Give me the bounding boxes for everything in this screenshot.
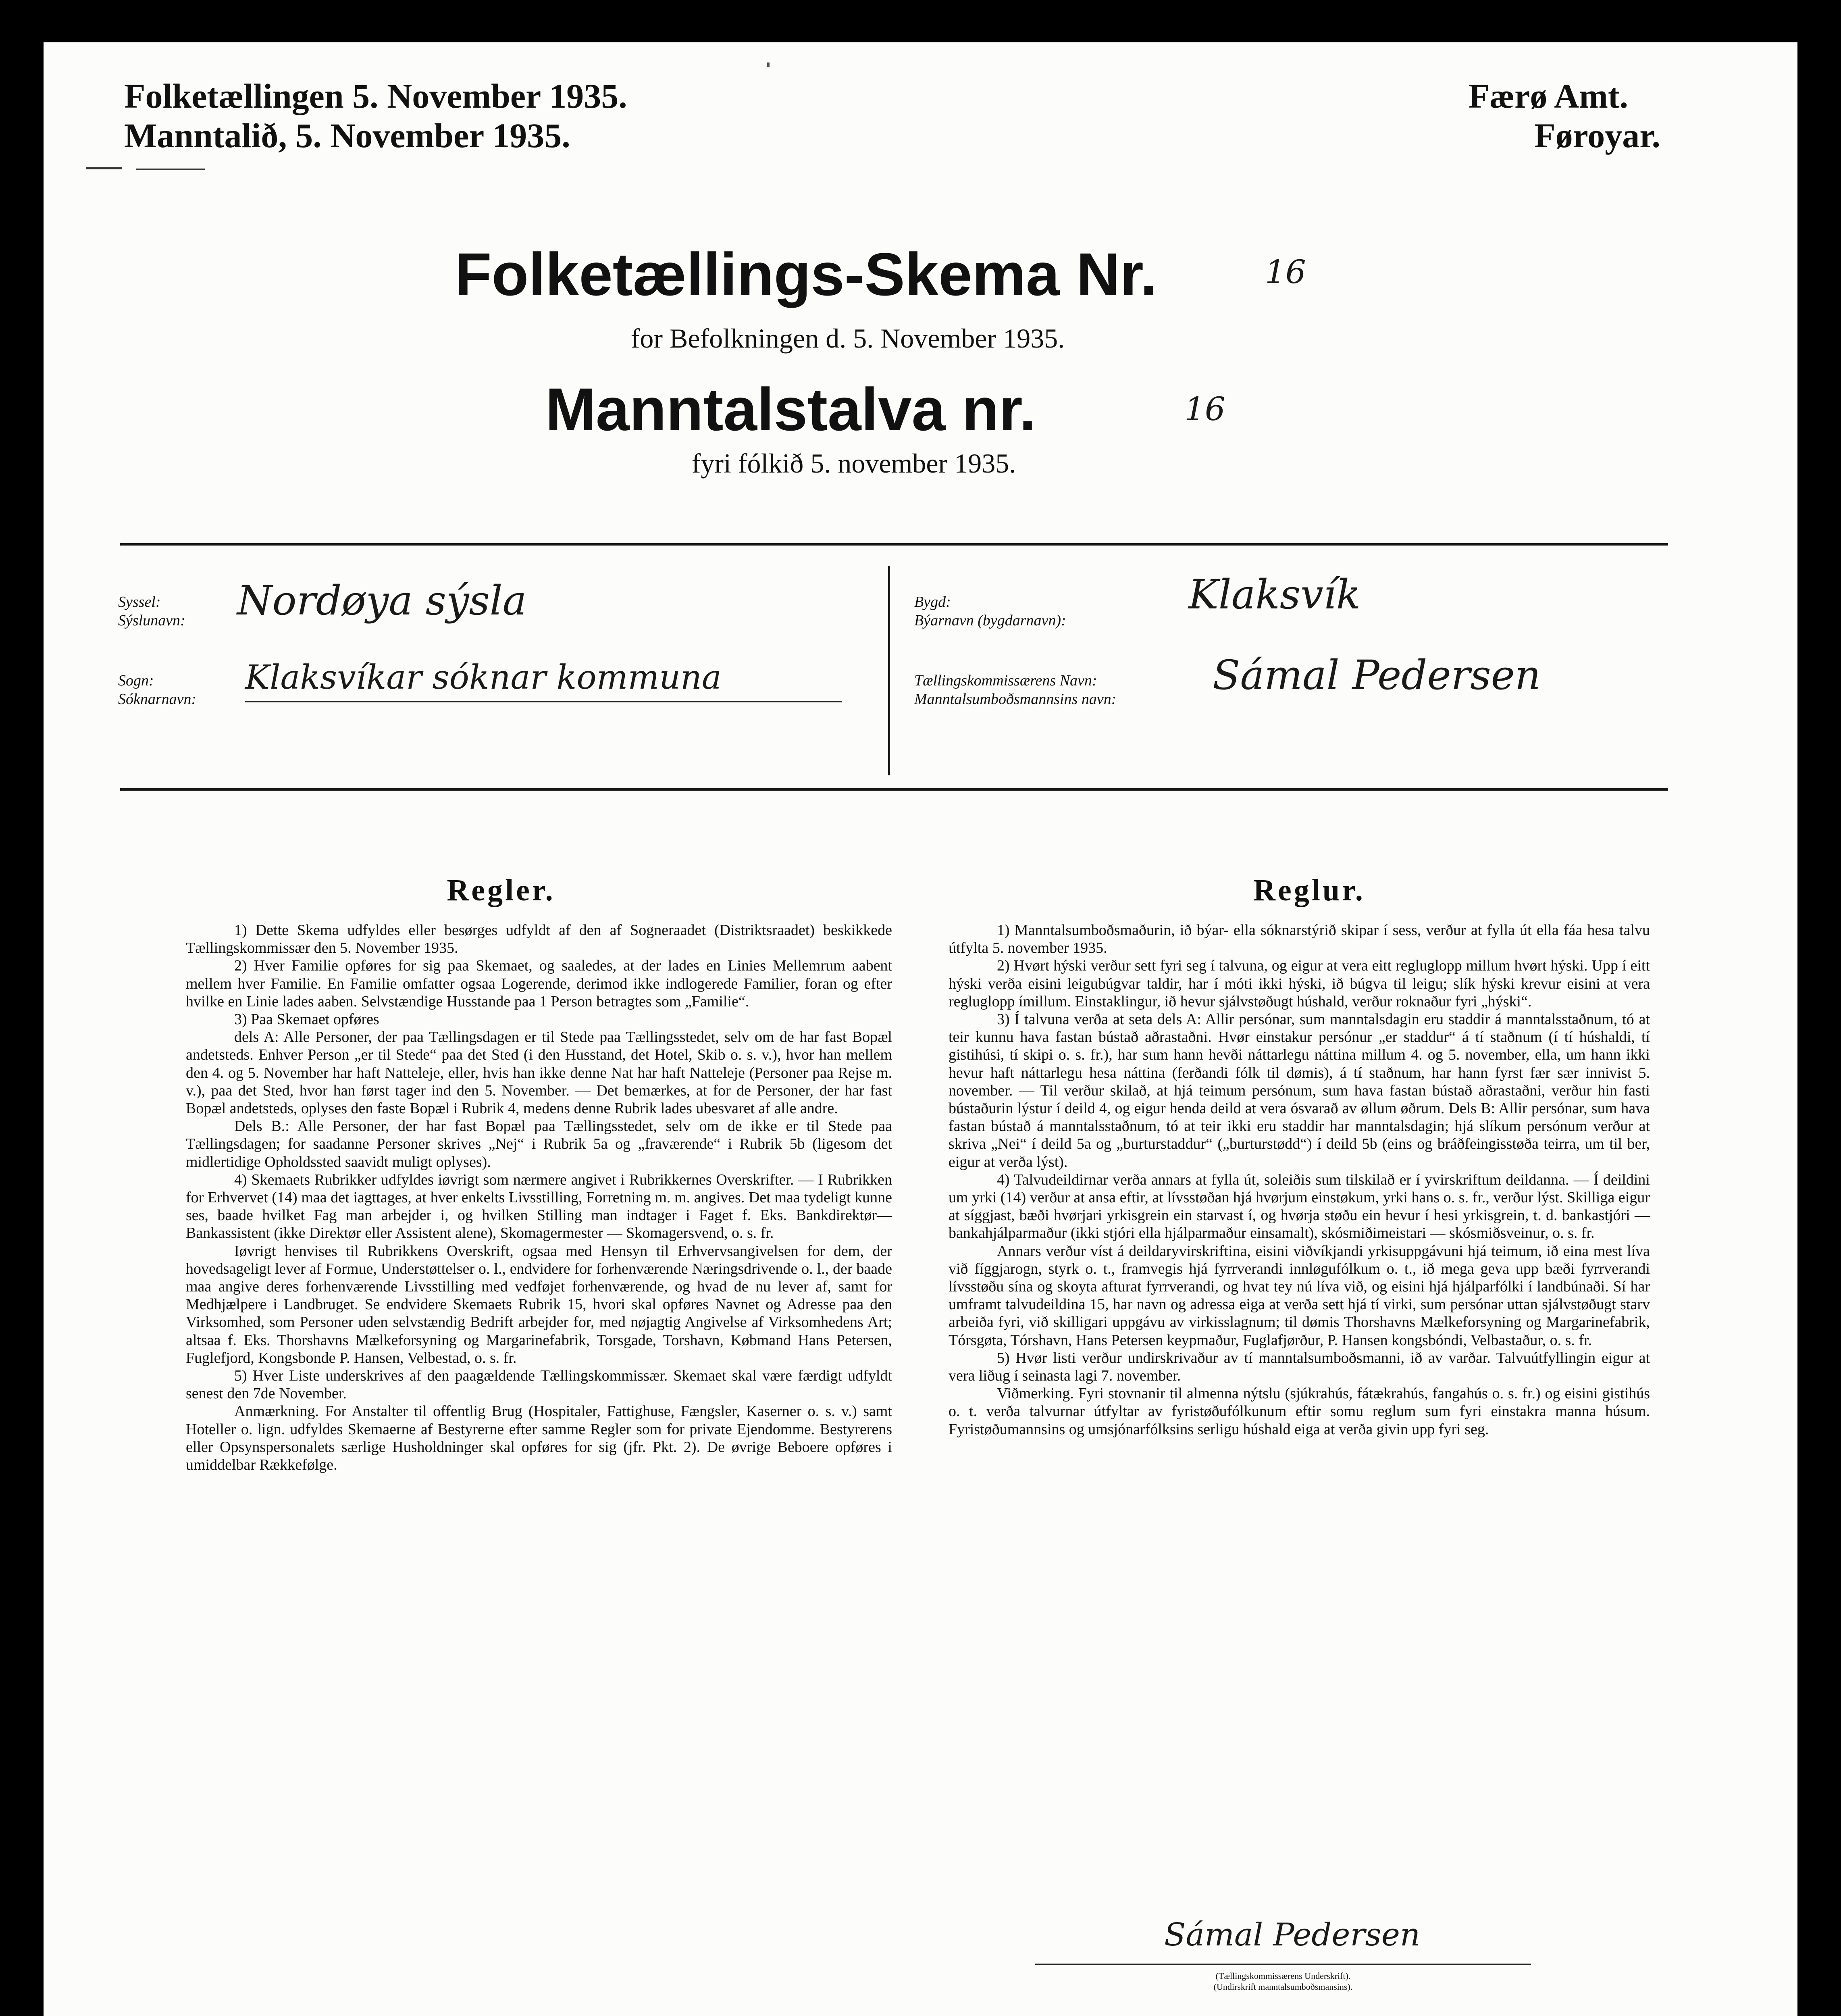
signature-caption: (Tællingskommissærens Underskrift). (Undirskrift manntalsumboðsmansins). bbox=[1213, 1971, 1353, 1992]
divider-top bbox=[120, 543, 1668, 546]
header-dash-mark bbox=[86, 167, 122, 169]
header-right-line1: Færø Amt. bbox=[1468, 77, 1628, 115]
bygd-label: Bygd: Býarnavn (bygdarnavn): bbox=[914, 594, 1066, 629]
rules-faroese-title: Reglur. bbox=[1253, 873, 1365, 907]
signature-value: Sámal Pedersen bbox=[1164, 1917, 1421, 1953]
form-number-handwritten: 16 bbox=[1265, 253, 1306, 291]
rules-danish-title: Regler. bbox=[447, 873, 555, 907]
sogn-value: Klaksvíkar sóknar kommuna bbox=[245, 658, 722, 697]
header-dash-mark bbox=[136, 169, 205, 170]
header-right-line2: Føroyar. bbox=[1534, 116, 1660, 155]
header-left-line2: Manntalið, 5. November 1935. bbox=[124, 116, 570, 155]
bygd-value: Klaksvík bbox=[1188, 571, 1361, 618]
form-subtitle-danish: for Befolkningen d. 5. November 1935. bbox=[630, 323, 1065, 354]
sogn-label: Sogn: Sóknarnavn: bbox=[118, 672, 197, 708]
signature-line bbox=[1035, 1964, 1531, 1965]
header-left-line1: Folketællingen 5. November 1935. bbox=[124, 77, 627, 115]
form-number-handwritten-2: 16 bbox=[1184, 390, 1225, 428]
kommissaer-label: Tællingskommissærens Navn: Manntalsumboðsmannsins navn: bbox=[914, 672, 1117, 708]
census-form-sheet bbox=[44, 42, 1797, 2016]
syssel-value: Nordøya sýsla bbox=[237, 577, 527, 624]
divider-vertical bbox=[888, 566, 890, 775]
form-title-danish: Folketællings-Skema Nr. bbox=[455, 240, 1157, 308]
rules-danish-text: 1) Dette Skema udfyldes eller besørges udfyldt af den af Sogneraadet (Distriktsraadet) beskikkede Tællingskommissær den 5. November 1935. 2) Hver Familie opføres for sig paa Skemaet, og saaledes, at der lades en Linies Mellemrum aabent mellem hver Familie. En Familie omfatter ogsaa Logerende, derimod ikke indlogerede Familier, foran og efter hvilke en Linie lades aaben. Selvstændige Husstande paa 1 Person betragtes som „Familie“. 3) Paa Skemaet opføres dels A: Alle Personer, der paa Tællingsdagen er til Stede paa Tællingsstedet, selv om de har fast Bopæl andetsteds. Enhver Person „er til Stede“ paa det Sted (i den Husstand, det Hotel, Skib o. s. v.), hvor han mellem den 4. og 5. November har haft Natteleje, eller, hvis han ikke denne Nat har haft Natteleje (Personer paa Rejse m. v.), paa det Sted, hvor han først tager ind den 5. November. — Det bemærkes, at for de Personer, der har fast Bopæl andetsteds, oplyses den faste Bopæl i Rubrik 4, medens denne Rubrik lades ubesvaret af alle andre. Dels B.: Alle Personer, der har fast Bopæl paa Tællingsstedet, selv om de ikke er til Stede paa Tællingsdagen; for saadanne Personer skrives „Nej“ i Rubrik 5a og „fraværende“ i Rubrik 5b (ligesom det midlertidige Opholdssted saavidt muligt oplyses). 4) Skemaets Rubrikker udfyldes iøvrigt som nærmere angivet i Rubrikkernes Overskrifter. — I Rubrikken for Erhvervet (14) maa det iagttages, at hver enkelts Livsstilling, Forretning m. m. angives. Det maa tydeligt kunne ses, baade hvilket Fag man arbejder i, og hvilken Stilling man indtager i Faget f. Eks. Bankdirektør—Bankassistent (ikke Direktør eller Assistent alene), Skomagermester — Skomagersvend, o. s. fr. Iøvrigt henvises til Rubrikkens Overskrift, ogsaa med Hensyn til Erhvervsangivelsen for dem, der hovedsageligt lever af Formue, Understøttelser o. l., endvidere for forhenværende Næringsdrivende o. l., der baade maa angive deres forhenværende Livsstilling med vedføjet forhenværende, og hvad de nu lever af, samt for Medhjælpere i Landbruget. Se endvidere Skemaets Rubrik 15, hvori skal opføres Navnet og Adresse paa den Virksomhed, som Personer uden selvstændig Bedrift arbejder for, med nøjagtig Angivelse af Virksomhedens Art; altsaa f. Eks. Thorshavns Mælkeforsyning og Margarinefabrik, Torsgade, Torshavn, Købmand Hans Petersen, Fuglefjord, Kongsbonde P. Hansen, Velbestad, o. s. fr. 5) Hver Liste underskrives af den paagældende Tællingskommissær. Skemaet skal være færdigt udfyldt senest den 7de November. Anmærkning. For Anstalter til offentlig Brug (Hospitaler, Fattighuse, Fængsler, Kaserner o. s. v.) samt Hoteller o. lign. udfyldes Skemaerne af Bestyrerne efter samme Regler som for private Ejendomme. Bestyrerens eller Opsynspersonalets særlige Husholdninger skal opføres for sig (jfr. Pkt. 2). De øvrige Beboere opføres i umiddelbar Rækkefølge. bbox=[186, 922, 892, 1474]
divider-bottom bbox=[120, 788, 1668, 791]
rules-faroese-text: 1) Manntalsumboðsmaðurin, ið býar- ella sóknarstýrið skipar í sess, verður at fylla út ella fáa hesa talvu útfylta 5. november 1935. 2) Hvørt hýski verður sett fyri seg í talvuna, og eigur at vera eitt regluglopp millum hvørt hýski. Upp í eitt hýski verða eisini leigubúgvar taldir, har í móti ikki hýski, ið búgva til leigu; slík hýski krevur eisini at vera regluglopp ímillum. Einstaklingur, ið hevur sjálvstøðugt húshald, verður roknaður fyri „hýski“. 3) Í talvuna verða at seta dels A: Allir persónar, sum manntalsdagin eru staddir á manntalsstaðnum, tó at teir kunnu hava fastan bústað aðrastaðni. Hvør einstakur persónur „er staddur“ á tí staðnum (í tí húshaldi, tí gistihúsi, tí skipi o. s. fr.), har sum hann hevði náttarlegu náttina millum 4. og 5. november, ella, um hann ikki hevur haft náttarlegu hesa náttina (ferðandi fólk til dømis), á tí staðnum, har hann fyrst fær sær innivist 5. november. — Til verður skilað, at hjá teimum persónum, sum hava fastan bústað aðrastaðni, verður hin fasti bústaðurin lýstur í deild 4, og eigur henda deild at vera ósvarað av øllum øðrum. Dels B: Allir persónar, sum hava fastan bústað á manntalsstaðnum, tó at teir ikki eru staddir har manntalsdagin; hjá slíkum persónum verður at skriva „Nei“ í deild 5a og „burturstaddur“ („burturstødd“) í deild 5b (eins og bráðfeingisstøða teirra, um til ber, eigur at verða lýst). 4) Talvudeildirnar verða annars at fylla út, soleiðis sum tilskilað er í yvirskriftum deildanna. — Í deildini um yrki (14) verður at ansa eftir, at lívsstøðan hjá hvørjum einstøkum, yrki hans o. s. fr., verður lýst. Skilliga eigur at síggjast, bæði hvørjari yrkisgrein ein starvast í, og hvørja støðu ein hevur í hesi yrkisgrein, t. d. bankastjóri — bankahjálparmaður (ikki stjóri ella hjálparmaður einsamalt), skósmiðimeistari — skósmiðsveinur, o. s. fr. Annars verður víst á deildaryvirskriftina, eisini viðvíkjandi yrkisuppgávuni hjá teimum, ið eina mest líva við fíggjarogn, styrk o. t., framvegis hjá fyrrverandi innløgufólkum o. t., ið mega geva upp bæði fyrrverandi lívsstøðu sína og skoyta afturat fyrrverandi, og hvat tey nú líva við, og eisini hjá hjálparfólki í landbúnaði. Sí har umframt talvudeildina 15, har navn og adressa eiga at verða sett hjá tí virki, sum persónar uttan sjálvstøðugt starv arbeiða fyri, við skilligari uppgávu av virkisslagnum; til dømis Thorshavns Mælkeforsyning og Margarinefabrik, Tórsgøta, Tórshavn, Hans Petersen keypmaður, Fuglafjørður, P. Hansen kongsbóndi, Velbastaður, o. s. fr. 5) Hvør listi verður undirskrivaður av tí manntalsumboðsmanni, ið av varðar. Talvuútfyllingin eigur at vera liðug í seinasta lagi 7. november. Viðmerking. Fyri stovnanir til almenna nýtslu (sjúkrahús, fátækrahús, fangahús o. s. fr.) og eisini gistihús o. t. verða talvurnar útfyltar av fyristøðufólkunum eftir somu reglum sum fyri einstakra manna húsum. Fyristøðumannsins og umsjónarfólksins serligu húshald eiga at verða givin upp fyri seg. bbox=[949, 922, 1650, 1438]
sogn-underline bbox=[245, 701, 842, 702]
form-title-faroese: Manntalstalva nr. bbox=[545, 375, 1036, 443]
syssel-label: Syssel: Sýslunavn: bbox=[118, 594, 185, 629]
kommissaer-value: Sámal Pedersen bbox=[1213, 652, 1541, 699]
paper-speck bbox=[767, 62, 770, 67]
form-subtitle-faroese: fyri fólkið 5. november 1935. bbox=[691, 448, 1016, 479]
